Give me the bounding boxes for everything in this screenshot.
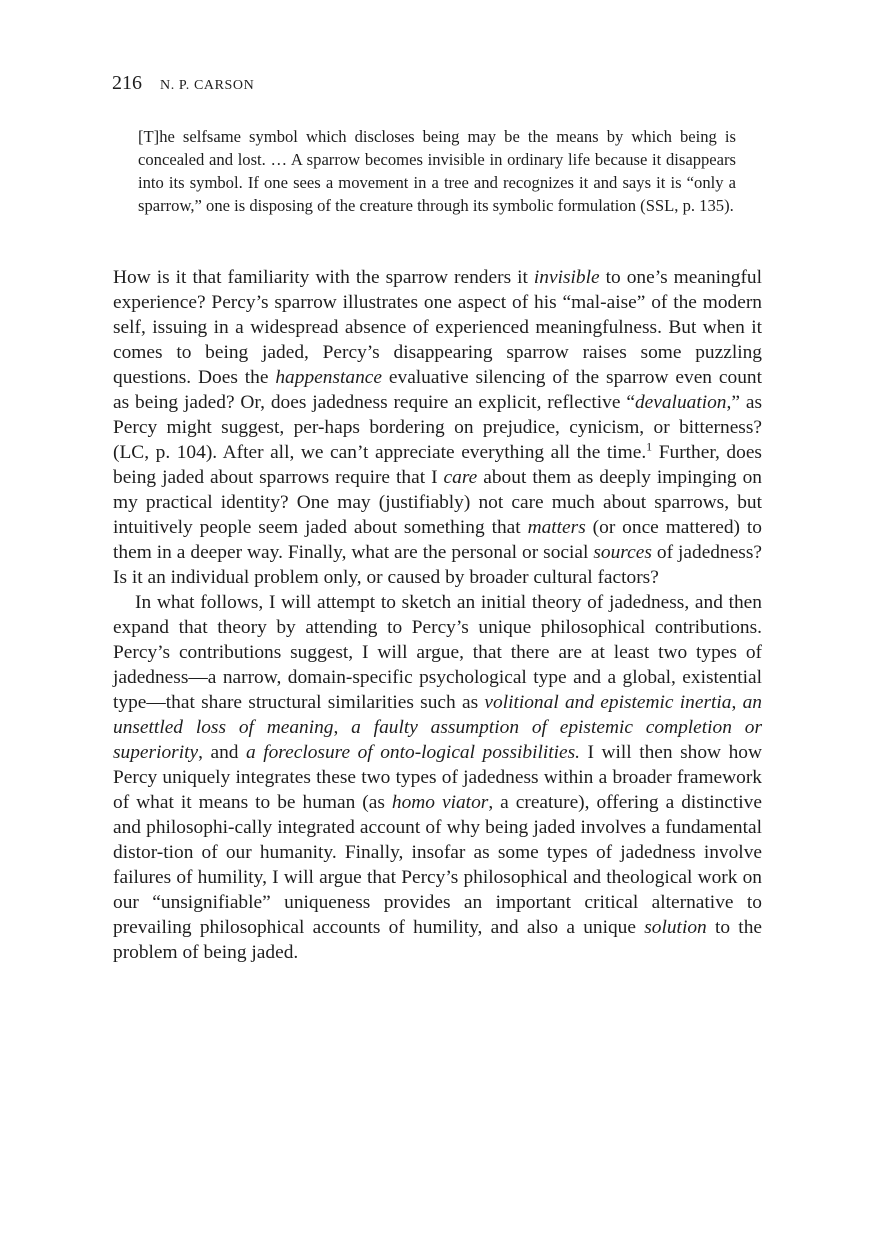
text-run: Further, does being jaded about sparrows require that I [113,442,762,488]
author-name: N. P. CARSON [160,78,255,93]
paragraph-2 [113,590,762,965]
emphasis: an unsettled loss of meaning [113,692,762,738]
page-number: 216 [112,72,142,94]
emphasis: matters [527,517,586,538]
text-run: I will then show how Percy uniquely integrates these two types of jadedness within a broader framework of what it means to be human (as [113,742,762,813]
text-run: to one’s meaningful experience? Percy’s sparrow illustrates one aspect of his “mal-aise” of the modern self, issuing in a widespread absence of experienced meaningfulness. But when it comes to being jaded, Percy’s disappearing sparrow raises some puzzling questions. Does the [113,267,762,388]
text-run: about them as deeply impinging on my practical identity? One may (justifiably) not care much about sparrows, but intuitively people seem jaded about something that [113,467,762,538]
text-run: , and [198,742,246,763]
emphasis: devaluation [634,392,727,413]
text-run: , [731,692,743,713]
text-run: How is it that familiarity with the sparrow renders it [113,267,534,288]
emphasis: invisible [533,267,600,288]
emphasis: care [443,467,478,488]
emphasis: a foreclosure of onto-logical possibilities. [246,742,581,763]
block-quote: [T]he selfsame symbol which discloses being may be the means by which being is concealed and lost. … A sparrow becomes invisible in ordinary life because it disappears into its symbol. If one sees a movement in a tree and recognizes it and says it is “only a sparrow,” one is disposing of the creature through its symbolic formulation (SSL, p. 135). [138,127,736,215]
text-run: of jadedness? Is it an individual problem only, or caused by broader cultural factors? [113,542,762,588]
text-run: In what follows, I will attempt to sketch an initial theory of jadedness, and then expand that theory by attending to Percy’s unique philosophical contributions. Percy’s contributions suggest, I will argue, that there are at least two types of jadedness—a narrow, domain-specific psychological type and a global, existential type—that share structural similarities such as [113,592,762,713]
emphasis: volitional and epistemic inertia [484,692,732,713]
emphasis: sources [593,542,652,563]
text-run: to the problem of being jaded. [113,917,762,963]
emphasis: happenstance [275,367,382,388]
text-run: ,” as Percy might suggest, per-haps bordering on prejudice, cynicism, or bitterness? (LC, p. 104). After all, we can’t appreciate everything all the time. [113,392,762,463]
emphasis: homo viator [391,792,489,813]
paragraph-1 [113,265,762,590]
text-run: , [333,717,352,738]
text-run: (or once mattered) to them in a deeper way. Finally, what are the personal or social [113,517,762,563]
running-head [112,72,254,96]
footnote-marker[interactable]: 1 [646,439,653,454]
text-run: evaluative silencing of the sparrow even count as being jaded? Or, does jadedness require an explicit, reflective “ [113,367,762,413]
text-run: , a creature), offering a distinctive and philosophi-cally integrated account of why being jaded involves a fundamental distor-tion of our humanity. Finally, insofar as some types of jadedness involve failures of humility, I will argue that Percy’s philosophical and theological work on our “unsignifiable” uniqueness provides an important critical alternative to prevailing philosophical accounts of humility, and also a unique [113,792,762,938]
emphasis: a faulty assumption of epistemic completion or superiority [113,717,762,763]
body-text [113,265,762,965]
emphasis: solution [644,917,707,938]
